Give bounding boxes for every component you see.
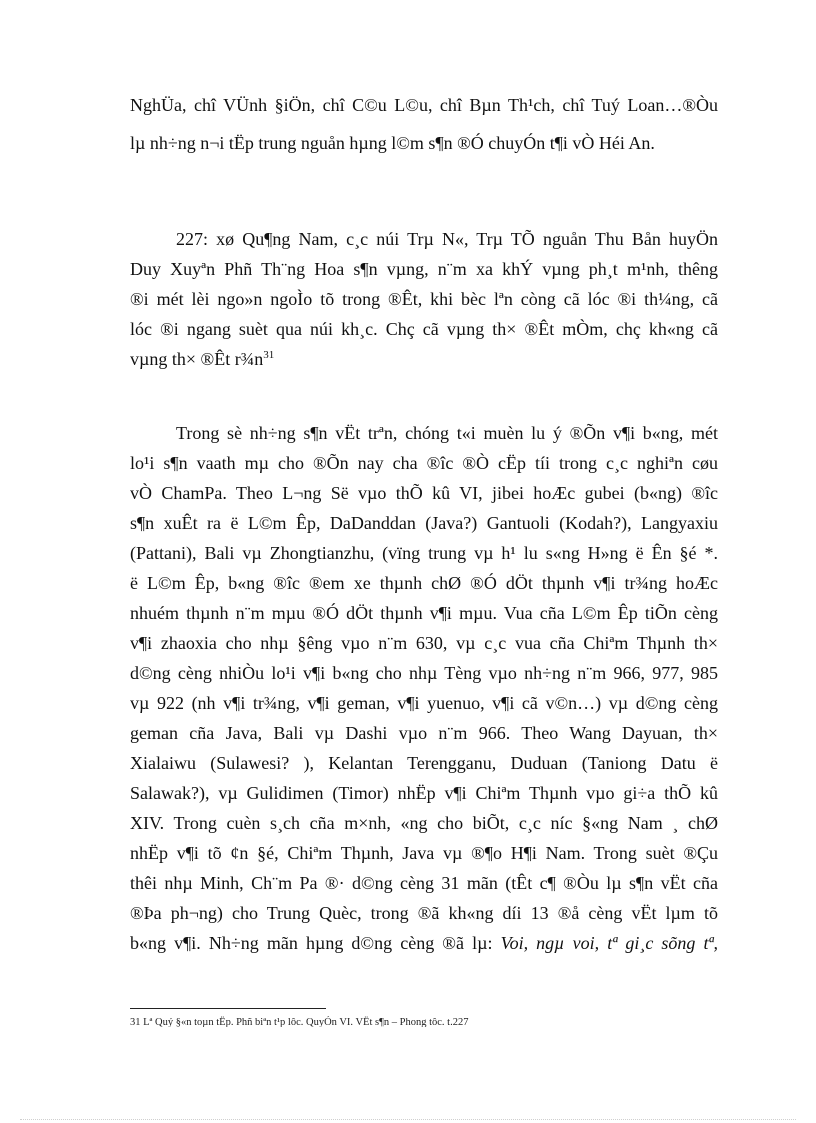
footnote-ref: 31 (263, 349, 275, 361)
text-line: nhËp v¶i tõ ¢n §é, Chiªm Thµnh, Java vµ ®¶o H¶i Nam. Trong suèt ®Çu (130, 843, 718, 863)
line-text: b«ng v¶i. Nh÷ng mãn hµng d©ng cèng ®ã lµ: (130, 933, 501, 953)
text-line: Trong sè nh÷ng s¶n vËt trªn, chóng t«i muèn lu ý ®Õn v¶i b«ng, mét (176, 423, 718, 443)
text-line: Duy Xuyªn Phñ Th¨ng Hoa s¶n vµng, n¨m xa khÝ vµng ph¸t m¹nh, thêng (130, 259, 718, 279)
text-line: v¶i zhaoxia cho nhµ §êng vµo n¨m 630, vµ c¸c vua cña Chiªm Thµnh th× (130, 633, 718, 653)
text-line: lµ nh÷ng n¬i tËp trung nguån hµng l©m s¶n ®Ó chuyÓn t¶i vÒ Héi An. (130, 133, 655, 153)
text-line: s¶n xuÊt ra ë L©m Êp, DaDanddan (Java?) Gantuoli (Kodah?), Langyaxiu (130, 513, 718, 533)
footnote: 31 Lª Quý §«n toµn tËp. Phñ biªn t¹p lôc. QuyÓn VI. VËt s¶n – Phong tôc. t.227 (130, 1017, 469, 1027)
text-line: d©ng cèng nhiÒu lo¹i v¶i b«ng cho nhµ Tèng vµo nh÷ng n¨m 966, 977, 985 (130, 663, 718, 683)
text-line: Xialaiwu (Sulawesi? ), Kelantan Terengganu, Duduan (Taniong Datu ë (130, 753, 718, 773)
text-line: 227: xø Qu¶ng Nam, c¸c núi Trµ N«, Trµ TÕ nguån Thu Bån huyÖn (176, 229, 718, 249)
text-line-last (130, 344, 718, 374)
text-line: Salawak?), vµ Gulidimen (Timor) nhËp v¶i Chiªm Thµnh vµo gi÷a thÕ kû (130, 783, 718, 803)
text-line: ®i mét lèi ngo»n ngoÌo tõ trong ®Êt, khi bèc lªn còng cã lóc ®i th¼ng, cã (130, 289, 718, 309)
text-line: lo¹i s¶n vaath mµ cho ®Õn nay cha ®îc ®Ò cËp tíi trong c¸c nghiªn cøu (130, 453, 718, 473)
text-line: nhuém thµnh n¨m mµu ®Ó dÖt thµnh v¶i mµu. Vua cña L©m Êp tiÕn cèng (130, 603, 718, 623)
text-line: ë L©m Êp, b«ng ®îc ®em xe thµnh chØ ®Ó dÖt thµnh v¶i tr¾ng hoÆc (130, 573, 718, 593)
paragraph-1 (130, 90, 718, 158)
paragraph-3 (130, 418, 718, 958)
text-line-last (130, 928, 718, 958)
text-line: vµ 922 (nh v¶i tr¾ng, v¶i geman, v¶i yuenuo, v¶i cã v©n…) vµ d©ng cèng (130, 693, 718, 713)
text-line: geman cña Java, Bali vµ Dashi vµo n¨m 966. Theo Wang Dayuan, th× (130, 723, 718, 743)
page-bottom-border (20, 1119, 796, 1120)
footnote-separator (130, 1008, 326, 1009)
paragraph-2 (130, 224, 718, 374)
text-line: thêi nhµ Minh, Ch¨m Pa ®· d©ng cèng 31 mãn (tÊt c¶ ®Òu lµ s¶n vËt cña (130, 873, 718, 893)
text-line: (Pattani), Bali vµ Zhongtianzhu, (vïng trung vµ h¹ lu s«ng H»ng ë Ên §é *. (130, 543, 718, 563)
text-line: lóc ®i ngang suèt qua núi kh¸c. Chç cã vµng th× ®Êt mÒm, chç kh«ng cã (130, 319, 718, 339)
text-line: XIV. Trong cuèn s¸ch cña m×nh, «ng cho biÕt, c¸c níc §«ng Nam ¸ chØ (130, 813, 718, 833)
italic-text: Voi, ngµ voi, tª gi¸c sõng tª, (500, 933, 718, 953)
text-line: NghÜa, chî VÜnh §iÖn, chî C©u L©u, chî Bµn Th¹ch, chî Tuý Loan…®Òu (130, 95, 718, 115)
text-line: vÒ ChamPa. Theo L¬ng Së vµo thÕ kû VI, jibei hoÆc gubei (b«ng) ®îc (130, 483, 718, 503)
text-line: ®Þa ph¬ng) cho Trung Quèc, trong ®ã kh«ng díi 13 ®å cèng vËt lµm tõ (130, 903, 718, 923)
line-text: vµng th× ®Êt r¾n (130, 349, 264, 369)
